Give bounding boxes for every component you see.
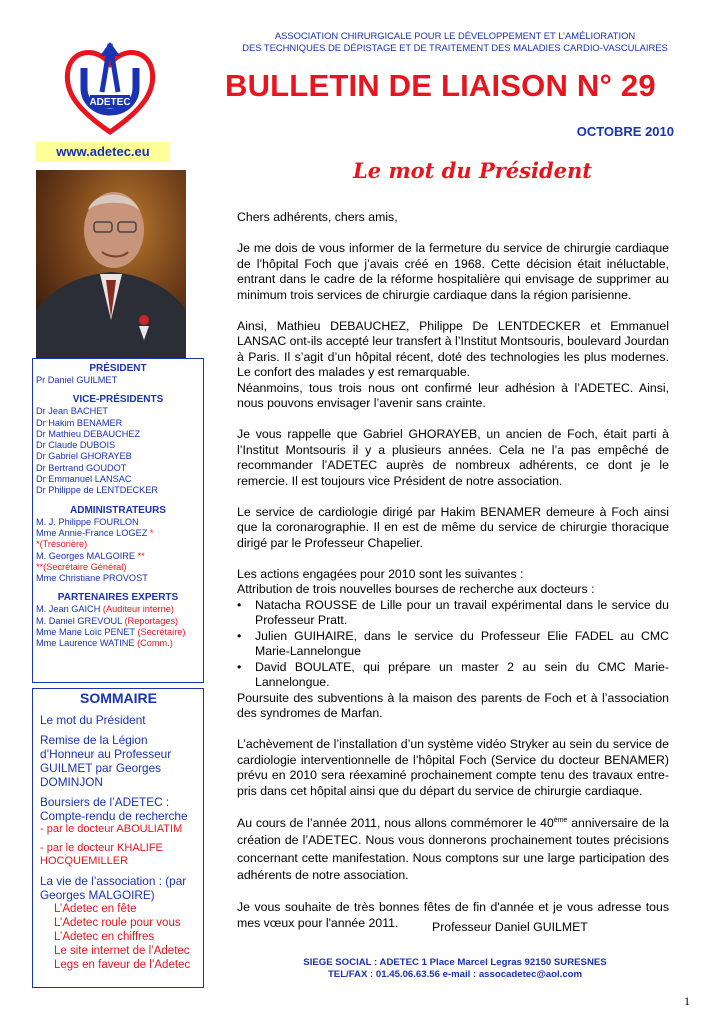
vice-president: Dr Gabriel GHORAYEB (36, 451, 132, 462)
summary-item[interactable] (40, 874, 197, 972)
letter-paragraph: L’achèvement de l’installation d’un système vidéo Stryker au sein du service de cardiologie interventionnelle de l’hôpital Foch (Service du docteur BENAMER) prévu en 2010 sera réexaminé prochainement compte tenu des travaux entre-pris dans cet hôpital ainsi que du départ du service de chirurgie cardiaque. (237, 737, 669, 798)
expert (36, 627, 200, 638)
summary-heading: SOMMAIRE (80, 690, 157, 706)
summary-item[interactable] (40, 795, 197, 836)
issue-date: OCTOBRE 2010 (576, 124, 674, 139)
vice-president: Dr Bertrand GOUDOT (36, 462, 127, 473)
summary-subitem: L’Adetec en fête (54, 903, 137, 915)
salutation: Chers adhérents, chers amis, (237, 210, 398, 224)
administrator: Mme Christiane PROVOST (36, 573, 148, 584)
expert-name: M. Jean GAICH (36, 604, 103, 615)
website-link[interactable]: www.adetec.eu (36, 142, 170, 162)
president-heading: PRÉSIDENT (89, 363, 147, 374)
expert-name: Mme Laurence WATINE (36, 638, 138, 649)
summary-subitem: L’Adetec roule pour vous (54, 917, 181, 929)
association-line-1: ASSOCIATION CHIRURGICALE POUR LE DÉVELOPPEMENT ET L’AMÉLIORATION (274, 30, 636, 41)
summary-subitem: L’Adetec en chiffres (54, 931, 155, 943)
letter-text: anniversaire de la création de l’ADETEC. Nous vous donnerons prochainement toutes précisions concernant cette manifestation. Nous comptons sur une large participation des adhérents de notre association. (237, 815, 669, 882)
letter-paragraph: Je me dois de vous informer de la fermeture du service de chirurgie cardiaque de l’hôpital Foch que j’avais créé en 1968. Cette décision était inéluctable, entrant dans le cadre de la réforme hospitalière qui envisage de supprimer au minimum trois services de chirurgie cardiaque dans la région parisienne. (237, 241, 669, 302)
letter-paragraph: Néanmoins, tous trois nous ont confirmé leur adhésion à l’ADETEC. Ainsi, nous pouvons envisager l’avenir sans crainte. (237, 380, 669, 410)
summary-item-title: Boursiers de l’ADETEC : Compte-rendu de recherche (40, 795, 188, 823)
expert-name: Mme Marie Loïc PENET (36, 627, 138, 638)
president-name: Pr Daniel GUILMET (36, 375, 118, 385)
summary-subitem: - par le docteur ABOULIATIM (40, 823, 183, 835)
administrators-heading: ADMINISTRATEURS (70, 504, 166, 516)
expert (36, 638, 200, 649)
administrator (36, 528, 200, 539)
vice-president: Dr Philippe de LENTDECKER (36, 485, 159, 496)
administrator-role: **(Secrétaire Général) (36, 561, 127, 572)
footer-address: SIEGE SOCIAL : ADETEC 1 Place Marcel Legras 92150 SURESNES (303, 957, 607, 968)
administrator: M. J. Philippe FOURLON (36, 516, 139, 527)
expert-name: M. Daniel GREVOUL (36, 615, 125, 626)
vice-president: Dr Emmanuel LANSAC (36, 474, 132, 485)
adetec-logo (60, 40, 160, 140)
summary-subitem: Le site internet de l’Adetec (54, 945, 190, 957)
list-item: • Julien GUIHAIRE, dans le service du Professeur Elie FADEL au CMC Marie-Lannelongue (237, 629, 669, 660)
president-letter (237, 210, 669, 947)
footer-contact: TEL/FAX : 01.45.06.63.56 e-mail : assocadetec@aol.com (327, 969, 583, 980)
letter-paragraph: Poursuite des subventions à la maison des parents de Foch et à l’association des syndromes de Marfan. (237, 690, 669, 720)
vice-president: Dr Jean BACHET (36, 406, 108, 417)
letter-paragraph: Attribution de trois nouvelles bourses de recherche aux docteurs : (237, 582, 595, 596)
experts-heading: PARTENAIRES EXPERTS (57, 592, 179, 604)
footer (230, 957, 680, 981)
signature: Professeur Daniel GUILMET (432, 920, 588, 934)
vice-presidents-heading: VICE-PRÉSIDENTS (72, 394, 164, 406)
summary-item[interactable]: Le mot du Président (40, 713, 146, 727)
president-photo (36, 170, 186, 358)
list-item: • David BOULATE, qui prépare un master 2 au sein du CMC Marie-Lannelongue. (237, 660, 669, 691)
letter-paragraph: Ainsi, Mathieu DEBAUCHEZ, Philippe De LENTDECKER et Emmanuel LANSAC ont-ils accepté leur transfert à l’Institut Montsouris, boulevard Jourdan à Paris. Il s’agit d’un hôpital récent, doté des technologies les plus modernes. Le confort des malades y est remarquable. (237, 318, 669, 379)
expert-role: (Auditeur interne) (102, 604, 174, 615)
summary-item[interactable]: Remise de la Légion d’Honneur au Professeur GUILMET par Georges DOMINJON (40, 733, 172, 789)
administrator-role: *(Trésorière) (36, 539, 88, 550)
administrator-name: M. Georges MALGOIRE (36, 550, 138, 561)
list-item: • Natacha ROUSSE de Lille pour un travail expérimental dans le service du Professeur Pratt. (237, 598, 669, 629)
vice-president: Dr Mathieu DEBAUCHEZ (36, 428, 141, 439)
expert-role: (Reportages) (124, 615, 179, 626)
board-members-box (32, 358, 204, 683)
expert (36, 604, 200, 615)
logo-text: ADETEC (89, 97, 131, 108)
summary-item-title: La vie de l’association : (par Georges MALGOIRE) (40, 874, 187, 902)
vice-president: Dr Hakim BENAMER (36, 417, 123, 428)
expert-role: (Comm.) (137, 638, 173, 649)
administrator-name: Mme Annie-France LOGEZ (36, 527, 150, 538)
summary-subitem: Legs en faveur de l’Adetec (54, 959, 191, 971)
letter-paragraph: Le service de cardiologie dirigé par Hakim BENAMER demeure à Foch ainsi que la coronarographie. Il en est de même du service de chirurgie thoracique dirigé par le Professeur Chapelier. (237, 504, 669, 550)
administrator-mark: * (149, 527, 154, 538)
letter-text: Au cours de l’année 2011, nous allons commémorer le 40 (237, 815, 554, 830)
bulletin-title: BULLETIN DE LIAISON N° 29 (225, 68, 656, 103)
administrator-mark: ** (137, 550, 145, 561)
expert-role: (Secrétaire) (137, 627, 186, 638)
association-name (220, 30, 690, 54)
letter-paragraph (237, 815, 669, 885)
letter-paragraph: Je vous rappelle que Gabriel GHORAYEB, un ancien de Foch, était parti à l’Institut Montsouris il y a plusieurs années. Cela ne l’a pas empêché de recommander l’ADETEC auprès de nombreux adhérents, ce dont je le remercie. Il est toujours vice Président de notre association. (237, 427, 669, 488)
administrator (36, 551, 200, 562)
superscript: ème (553, 816, 568, 824)
vice-president: Dr Claude DUBOIS (36, 440, 116, 451)
letter-paragraph: Les actions engagées pour 2010 sont les suivantes : (237, 566, 524, 581)
summary-subitem[interactable]: - par le docteur KHALIFE HOCQUEMILLER (40, 842, 163, 867)
association-line-2: DES TECHNIQUES DE DÉPISTAGE ET DE TRAITEMENT DES MALADIES CARDIO-VASCULAIRES (242, 42, 668, 53)
letter-heading: Le mot du Président (353, 158, 592, 183)
page-number: 1 (684, 994, 690, 1008)
expert (36, 616, 200, 627)
letter-paragraph: Je vous souhaite de très bonnes fêtes de fin d'année et je vous adresse tous mes vœux pour l'année 2011. (237, 900, 669, 930)
summary-box (32, 688, 204, 988)
grants-list (237, 598, 669, 691)
